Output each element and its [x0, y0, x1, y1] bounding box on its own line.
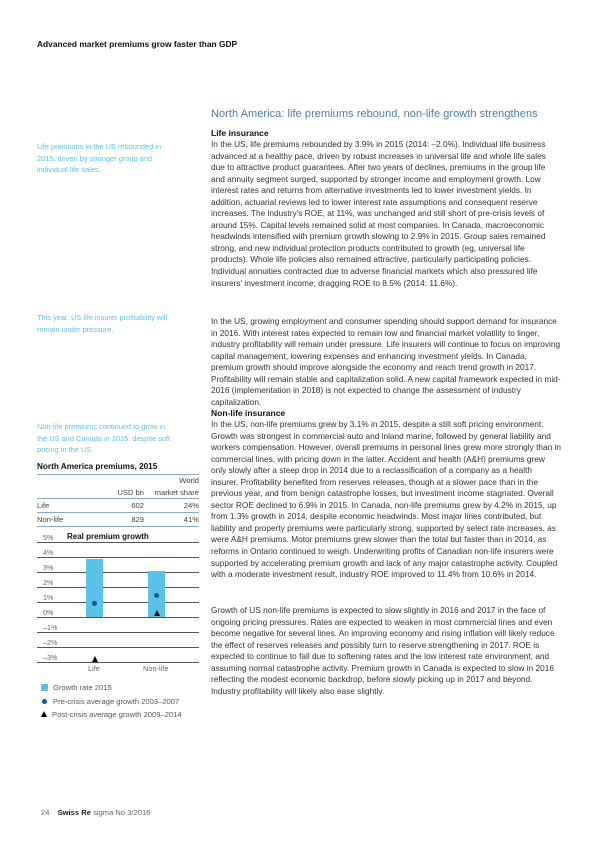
row-label: Non-life — [37, 515, 64, 524]
legend-item-growth-2015 — [41, 681, 182, 694]
ytick: 3% — [43, 563, 54, 572]
row-usd-bn: 602 — [131, 501, 144, 510]
legend-label: Post-crisis average growth 2009–2014 — [52, 709, 182, 719]
row-label: Life — [37, 501, 50, 510]
row-usd-bn: 829 — [131, 515, 144, 524]
nonlife-insurance-heading: Non-life insurance — [211, 408, 286, 418]
nonlife-outlook-section — [211, 605, 561, 697]
chart-legend — [41, 681, 182, 721]
gridline-minus3 — [37, 662, 199, 663]
nonlife-paragraph-1: In the US, non-life premiums grew by 3.1% in 2015, despite a still soft pricing environment. Growth was strongest in commercial auto and inland marine, followed by general liability and workers compensation. However, overall premiums in personal lines grew more strongly than in commercial lines, with pricing down in the latter. Accident and health (A&H) premiums grew only slowly after a steep drop in 2014 due to a reclassification of a company as a health insurer. Profitability benefited from reserves releases, though at a slower pace than in the previous year, and from benign catastrophe losses, but investment income stagnated. Overall sector ROE declined to 6.9% in 2015. In Canada, non-life premiums grew by 4.2% in 2015, up from 1.3% growth in 2014, despite economic headwinds. Most major lines contributed, but liability and property premiums were particularly strong, supported by select rate increases, as were A&H premiums. Motor premiums grew slower than the total but faster than in 2014, as reforms in Ontario continued to weigh. Underwriting profits of Canadian non-life insurers were supported by accelerating premium growth and lack of any major catastrophe activity. Coupled with a moderate investment result, industry ROE improved to 11.4% from 10.6% in 2014. — [211, 419, 562, 580]
ytick: 4% — [43, 548, 54, 557]
triangle-nonlife-postcrisis — [154, 610, 160, 616]
dot-nonlife-precrisis — [154, 593, 159, 598]
row-share: 41% — [183, 515, 199, 524]
dot-life-precrisis — [92, 601, 97, 606]
ytick: 0% — [43, 608, 54, 617]
life-paragraph-2: In the US, growing employment and consumer spending should support demand for insurance in 2016. With interest rates expected to remain low and financial market volatility to linger, industry profitability will remain under pressure. Life insurers will continue to focus on improving capital management, lowering expenses and enhancing investment yields. In Canada, premium growth should improve alongside the economy and reach trend growth in 2017. Profitability will remain stable and capitalization solid. A new capital framework expected in mid-2016 (implementation in 2018) is not expected to change the assessment of industry capitalization. — [211, 316, 561, 407]
nonlife-paragraph-2: Growth of US non-life premiums is expected to slow slightly in 2016 and 2017 in the face of ongoing pricing pressures. Rates are expected to weaken in most commercial lines and even become negative for several lines. An improving economy and rising inflation will likely reduce the effect of reserves releases and possibly turn to reserve strengthening in 2017. ROE is expected to continue to fall due to softening rates and the low interest rate environment, and assuming normal catastrophe activity. Premium growth in Canada is expected to slow in 2016 reflecting the modest economic backdrop, before slowly picking up in 2017 and beyond. Industry profitability will likely also ease slightly. — [211, 605, 555, 696]
premiums-table — [37, 462, 199, 527]
brand-name: Swiss Re — [57, 808, 91, 817]
triangle-marker-icon — [41, 711, 47, 717]
gridline-minus2 — [37, 647, 199, 648]
life-outlook-section — [211, 316, 561, 408]
xlabel-life: Life — [88, 664, 100, 673]
ytick: –3% — [43, 653, 58, 662]
bar-swatch-icon — [41, 684, 48, 691]
header-market-share: market share — [154, 487, 199, 497]
real-premium-growth-chart — [37, 530, 199, 673]
ytick: –1% — [43, 623, 58, 632]
ytick: 5% — [43, 533, 54, 542]
publication-name: sigma No 3/2016 — [93, 808, 151, 817]
nonlife-insurance-section — [211, 408, 561, 581]
triangle-life-postcrisis — [92, 656, 98, 662]
ytick: 2% — [43, 578, 54, 587]
legend-item-precrisis — [41, 694, 182, 707]
section-title: North America: life premiums rebound, non-life growth strengthens — [211, 108, 538, 120]
page-number: 24 — [41, 808, 50, 817]
running-head: Advanced market premiums grow faster than GDP — [37, 39, 238, 49]
gridline-5 — [37, 542, 199, 543]
row-share: 24% — [183, 501, 199, 510]
legend-label: Pre-crisis average growth 2003–2007 — [53, 696, 180, 706]
gridline-4 — [37, 557, 199, 558]
chart-title: Real premium growth — [67, 532, 149, 541]
header-usd-bn: USD bn — [117, 487, 144, 497]
life-insurance-heading: Life insurance — [211, 128, 269, 138]
header-world: World — [179, 476, 199, 486]
table-header — [37, 475, 199, 499]
legend-label: Growth rate 2015 — [53, 683, 112, 693]
gridline-3 — [37, 572, 199, 573]
margin-note-life-rebound: Life premiums in the US rebounded in 2015, driven by stronger group and individual life sales. — [37, 142, 162, 175]
xlabel-nonlife: Non-life — [143, 664, 169, 673]
gridline-2 — [37, 587, 199, 588]
table-title: North America premiums, 2015 — [37, 462, 199, 475]
life-paragraph-1: In the US, life premiums rebounded by 3.9% in 2015 (2014: –2.0%). Individual life business advanced at a healthy pace, driven by robust increases in universal life and whole life sales due to attractive product guarantees. After two years of declines, premiums in the group life and annuity segment surged, supported by stronger income and employment growth. Low interest rates and returns from alternative investments led to lower investment yields. In addition, actuarial reviews led to lower interest rate assumptions and consequent reserve increases. The industry's ROE, at 11%, was unchanged and still short of pre-crisis levels of around 15%. Capital levels remained solid at most companies. In Canada, macroeconomic headwinds intensified with premium growth slowing to 2.9% in 2015. Group sales remained strong, and new individual protection products contributed to growth (eg, universal life products). Whole life policies also remained attractive, particularly participating policies. Individual annuities contracted due to adverse financial markets which also pressured life insurers' investment income, dragging ROE to 8.5% (2014: 11.6%). — [211, 139, 546, 288]
margin-note-nonlife-growth: Non-life premiums continued to grow in the US and Canada in 2015, despite soft pricing in the US. — [37, 422, 171, 455]
table-row — [37, 513, 199, 527]
table-row — [37, 499, 199, 513]
gridline-1 — [37, 602, 199, 603]
page-footer — [41, 808, 150, 817]
ytick: –2% — [43, 638, 58, 647]
legend-item-postcrisis — [41, 708, 182, 721]
dot-marker-icon — [42, 699, 47, 704]
margin-note-profitability: This year, US life insurer profitability will remain under pressure. — [37, 313, 168, 334]
ytick: 1% — [43, 593, 54, 602]
gridline-0 — [37, 617, 199, 618]
gridline-minus1 — [37, 632, 199, 633]
bar-life-2015 — [86, 559, 103, 618]
life-insurance-section — [211, 128, 561, 289]
